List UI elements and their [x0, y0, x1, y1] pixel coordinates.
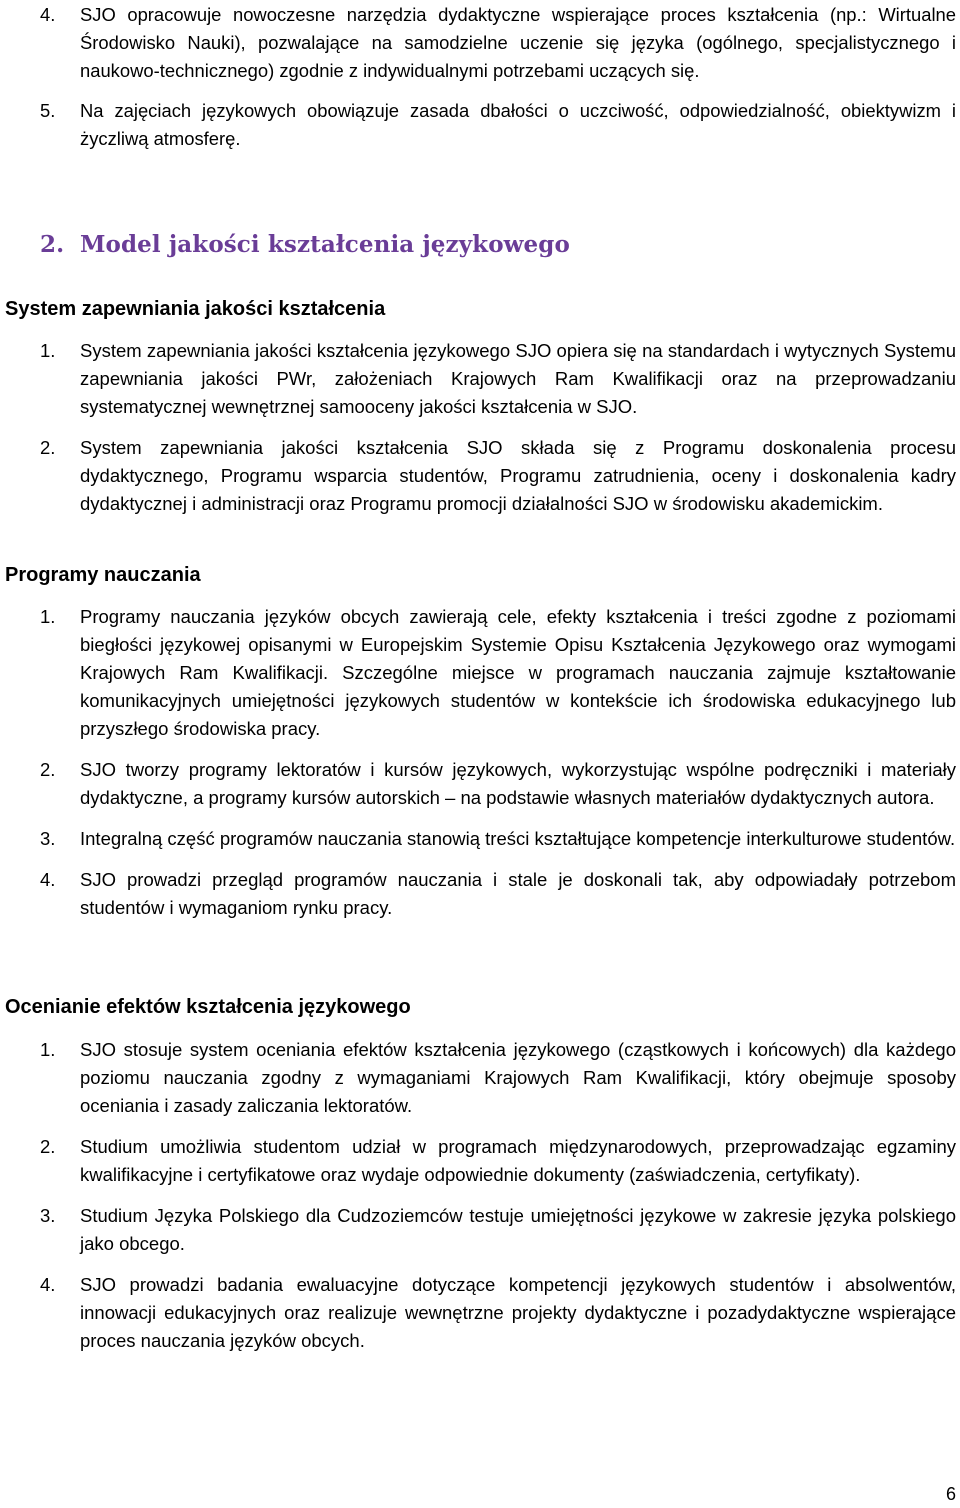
list-text: Programy nauczania języków obcych zawierają cele, efekty kształcenia i treści zgodne z poziomami biegłości językowej opisanymi w Europejskim Systemie Opisu Kształcenia Językowego oraz wymogami Krajowych Ram Kwalifikacji. Szczególne miejsce w programach nauczania zajmuje kształtowanie komunikacyjnych umiejętności językowych studentów w kontekście ich środowiska edukacyjnego lub przyszłego środowiska pracy.: [80, 606, 956, 739]
subheading-quality-system: System zapewniania jakości kształcenia: [5, 298, 386, 320]
list-text: SJO prowadzi przegląd programów nauczania i stale je doskonali tak, aby odpowiadały potrzebom studentów i wymaganiom rynku pracy.: [80, 869, 956, 918]
list-text: SJO prowadzi badania ewaluacyjne dotyczące kompetencji językowych studentów i absolwentów, innowacji edukacyjnych oraz realizuje wewnętrzne projekty dydaktyczne i pozadydaktyczne wspierające proces nauczania języków obcych.: [80, 1274, 956, 1351]
list-number: 3.: [40, 828, 56, 849]
list-number: 4.: [40, 869, 56, 890]
list-text: SJO opracowuje nowoczesne narzędzia dydaktyczne wspierające proces kształcenia (np.: Wirtualne Środowisko Nauki), pozwalające na samodzielne uczenie się języka (ogólnego, specjalistycznego i naukowo-technicznego) zgodnie z indywidualnymi potrzebami uczących się.: [80, 4, 956, 81]
list-item: [0, 337, 960, 421]
list-number: 3.: [40, 1205, 56, 1226]
list-number: 1.: [40, 1039, 56, 1060]
list-item: [0, 756, 960, 812]
list-item: [0, 603, 960, 743]
section-heading: [40, 228, 570, 262]
list-number: 4.: [40, 1274, 56, 1295]
list-number: 1.: [40, 606, 56, 627]
list-number: 1.: [40, 340, 56, 361]
list-item: [0, 825, 960, 853]
list-item: [0, 1036, 960, 1120]
list-text: Integralną część programów nauczania stanowią treści kształtujące kompetencje interkulturowe studentów.: [80, 828, 956, 849]
list-text: System zapewniania jakości kształcenia językowego SJO opiera się na standardach i wytycznych Systemu zapewniania jakości PWr, założeniach Krajowych Ram Kwalifikacji oraz na przeprowadzaniu systematycznej wewnętrznej samooceny jakości kształcenia w SJO.: [80, 340, 956, 417]
section-title: Model jakości kształcenia językowego: [80, 231, 570, 258]
list-text: SJO tworzy programy lektoratów i kursów językowych, wykorzystując wspólne podręczniki i materiały dydaktyczne, a programy kursów autorskich – na podstawie własnych materiałów dydaktycznych autora.: [80, 759, 956, 808]
subheading-programs: Programy nauczania: [5, 564, 201, 586]
list-text: System zapewniania jakości kształcenia SJO składa się z Programu doskonalenia procesu dydaktycznego, Programu wsparcia studentów, Programu zatrudnienia, oceny i doskonalenia kadry dydaktycznej i administracji oraz Programu promocji działalności SJO w środowisku akademickim.: [80, 437, 956, 514]
list-number: 4.: [40, 4, 56, 25]
list-item: [0, 866, 960, 922]
quality-system-list: [0, 337, 960, 518]
list-text: SJO stosuje system oceniania efektów kształcenia językowego (cząstkowych i końcowych) dla każdego poziomu nauczania zgodny z wymaganiami Krajowych Ram Kwalifikacji, który obejmuje sposoby oceniania i zasady zaliczania lektoratów.: [80, 1039, 956, 1116]
list-item: [0, 97, 960, 153]
assessment-list: [0, 1036, 960, 1355]
list-number: 2.: [40, 1136, 56, 1157]
list-item: [0, 1133, 960, 1189]
continued-list: [0, 1, 960, 153]
list-text: Studium umożliwia studentom udział w programach międzynarodowych, przeprowadzając egzaminy kwalifikacyjne i certyfikatowe oraz wydaje odpowiednie dokumenty (zaświadczenia, certyfikaty).: [80, 1136, 956, 1185]
list-text: Na zajęciach językowych obowiązuje zasada dbałości o uczciwość, odpowiedzialność, obiektywizm i życzliwą atmosferę.: [80, 100, 956, 149]
section-number: 2.: [40, 231, 65, 258]
programs-list: [0, 603, 960, 922]
subheading-assessment: Ocenianie efektów kształcenia językowego: [5, 996, 411, 1018]
list-number: 2.: [40, 437, 56, 458]
list-item: [0, 1, 960, 85]
list-number: 5.: [40, 100, 56, 121]
list-item: [0, 1271, 960, 1355]
list-item: [0, 434, 960, 518]
page-number: 6: [945, 1484, 956, 1504]
list-item: [0, 1202, 960, 1258]
list-text: Studium Języka Polskiego dla Cudzoziemców testuje umiejętności językowe w zakresie języka polskiego jako obcego.: [80, 1205, 956, 1254]
list-number: 2.: [40, 759, 56, 780]
